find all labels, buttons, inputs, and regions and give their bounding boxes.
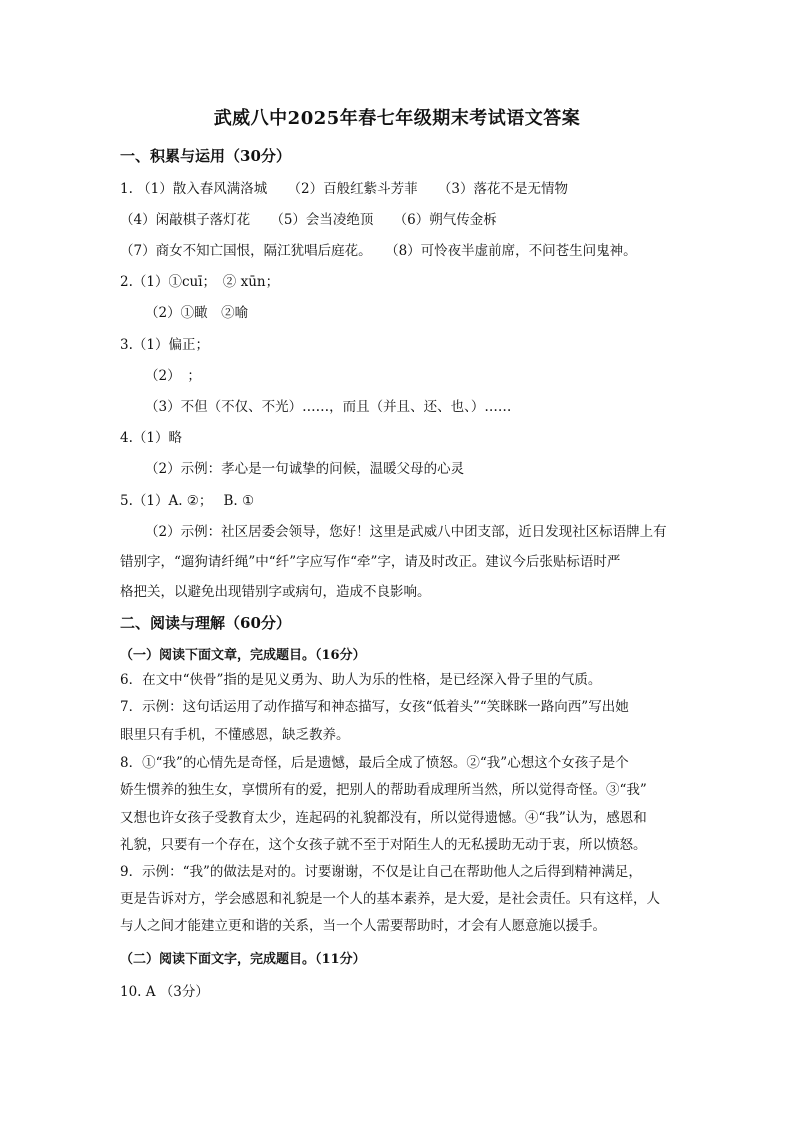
answer-line-3-2: （2） ； <box>145 368 201 384</box>
section-1-heading: 一、积累与运用（30分） <box>120 147 291 165</box>
part-1-heading: （一）阅读下面文章，完成题目。（16分） <box>120 648 366 663</box>
answer-line-8-cont2: 又想也许女孩子受教育太少，连起码的礼貌都没有，所以觉得遗憾。④“我”认为，感恩和 <box>120 810 647 826</box>
answer-line-3-3: （3）不但（不仅、不光）……，而且（并且、还、也、）…… <box>145 399 512 415</box>
answer-line-6: 6．在文中“侠骨”指的是见义勇为、助人为乐的性格，是已经深入骨子里的气质。 <box>120 672 602 688</box>
answer-line-9-cont2: 与人之间才能建立更和谐的关系，当一个人需要帮助时，才会有人愿意施以援手。 <box>120 918 606 934</box>
answer-line-2-2: （2）①瞰 ②喻 <box>145 305 249 321</box>
answer-line-5-2-cont2: 格把关，以避免出现错别字或病句，造成不良影响。 <box>120 584 431 600</box>
part-2-heading: （二）阅读下面文字，完成题目。（11分） <box>120 952 366 967</box>
answer-line-1: 1. （1）散入春风满洛城 （2）百般红紫斗芳菲 （3）落花不是无情物 <box>120 181 568 197</box>
answer-line-9: 9．示例：“我”的做法是对的。讨要谢谢，不仅是让自己在帮助他人之后得到精神满足， <box>120 864 642 880</box>
section-2-heading: 二、阅读与理解（60分） <box>120 614 291 632</box>
answer-line-5-2: （2）示例：社区居委会领导，您好！这里是武威八中团支部，近日发现社区标语牌上有 <box>145 524 667 540</box>
answer-line-8-cont: 娇生惯养的独生女，享惯所有的爱，把别人的帮助看成理所当然，所以觉得奇怪。③“我” <box>120 782 647 798</box>
answer-line-5: 5.（1）A. ②； B. ① <box>120 493 255 509</box>
answer-line-8: 8．①“我”的心情先是奇怪，后是遗憾，最后全成了愤怒。②“我”心想这个女孩子是个 <box>120 755 629 771</box>
answer-line-7: 7．示例：这句话运用了动作描写和神态描写，女孩“低着头”“笑眯眯一路向西”写出她 <box>120 699 629 715</box>
answer-line-4-2: （2）示例：孝心是一句诚挚的问候，温暖父母的心灵 <box>145 461 465 477</box>
answer-line-8-cont3: 礼貌，只要有一个存在，这个女孩子就不至于对陌生人的无私援助无动于衷，所以愤怒。 <box>120 837 647 853</box>
answer-line-7-cont: 眼里只有手机，不懂感恩，缺乏教养。 <box>120 727 350 743</box>
answer-line-3: 3.（1）偏正； <box>120 337 209 353</box>
answer-line-9-cont: 更是告诉对方，学会感恩和礼貌是一个人的基本素养，是大爱，是社会责任。只有这样，人 <box>120 891 660 907</box>
page-title: 武威八中2025年春七年级期末考试语文答案 <box>213 108 581 129</box>
answer-line-1-cont: （4）闲敲棋子落灯花 （5）会当凌绝顶 （6）朔气传金柝 <box>120 212 497 228</box>
answer-line-5-2-cont: 错别字，“遛狗请纤绳”中“纤”字应写作“牵”字，请及时改正。建议今后张贴标语时严 <box>120 554 621 570</box>
answer-line-1-cont2: （7）商女不知亡国恨，隔江犹唱后庭花。 （8）可怜夜半虚前席，不问苍生问鬼神。 <box>120 243 637 259</box>
answer-line-10: 10. A （3分） <box>120 984 209 1000</box>
answer-line-2: 2.（1）①cuī； ② xūn； <box>120 274 280 290</box>
answer-line-4: 4.（1）略 <box>120 430 182 446</box>
